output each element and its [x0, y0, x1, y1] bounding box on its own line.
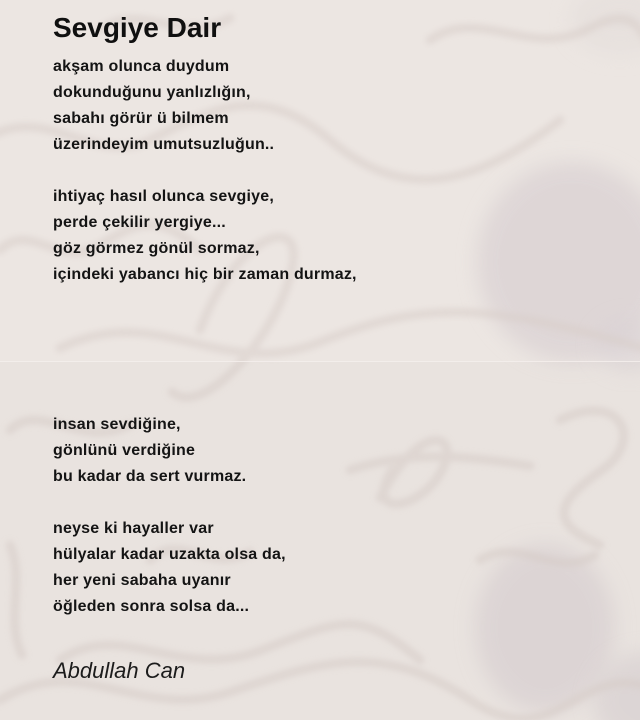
poem-title: Sevgiye Dair	[53, 12, 222, 43]
poem-line: içindeki yabancı hiç bir zaman durmaz,	[53, 266, 357, 283]
poem-line: öğleden sonra solsa da...	[53, 598, 250, 615]
poem-line: göz görmez gönül sormaz,	[53, 240, 260, 257]
poem-author: Abdullah Can	[53, 658, 186, 683]
poem-line: akşam olunca duydum	[53, 58, 230, 75]
poem-line: gönlünü verdiğine	[53, 442, 196, 459]
poem-line: neyse ki hayaller var	[53, 520, 214, 537]
poem-line: sabahı görür ü bilmem	[53, 110, 229, 127]
poem-line: insan sevdiğine,	[53, 416, 181, 433]
poem-stanza-4	[53, 516, 620, 620]
poem-line: her yeni sabaha uyanır	[53, 572, 231, 589]
poem-line: hülyalar kadar uzakta olsa da,	[53, 546, 286, 563]
poem-line: bu kadar da sert vurmaz.	[53, 468, 247, 485]
poem-line: ihtiyaç hasıl olunca sevgiye,	[53, 188, 275, 205]
poem-line: dokunduğunu yanlızlığın,	[53, 84, 251, 101]
poem-stanza-1	[53, 54, 620, 158]
poem-stanza-3	[53, 412, 620, 490]
poem-stanza-2	[53, 184, 620, 288]
poem-line: üzerindeyim umutsuzluğun..	[53, 136, 275, 153]
poem-line: perde çekilir yergiye...	[53, 214, 226, 231]
